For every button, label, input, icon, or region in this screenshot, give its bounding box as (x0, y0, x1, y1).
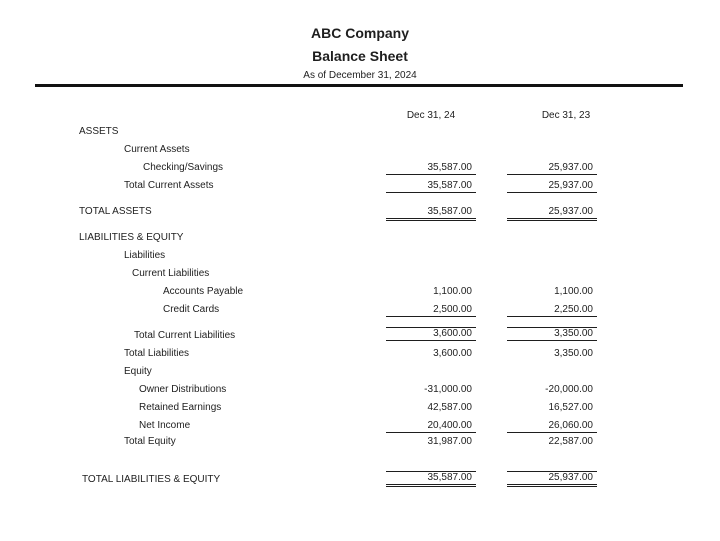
amount-total-equity-col2: 22,587.00 (548, 436, 593, 447)
row-label-total-current-liabilities: Total Current Liabilities (134, 330, 236, 341)
amount-owner-distributions-col1: -31,000.00 (424, 384, 472, 395)
header-divider (35, 84, 683, 87)
row-label-total-liabilities-and-equity: TOTAL LIABILITIES & EQUITY (82, 474, 221, 485)
row-label-assets: ASSETS (79, 126, 119, 137)
amount-total-liabilities-and-equity-col1: 35,587.00 (386, 471, 476, 487)
amount-total-current-liabilities-col1: 3,600.00 (386, 327, 476, 341)
column-header-prior: Dec 31, 23 (541, 110, 591, 121)
amount-total-current-liabilities-col2: 3,350.00 (507, 327, 597, 341)
row-label-liabilities-and-equity: LIABILITIES & EQUITY (79, 232, 184, 243)
amount-total-liabilities-col1: 3,600.00 (433, 348, 472, 359)
report-title: Balance Sheet (312, 48, 408, 64)
amount-retained-earnings-col2: 16,527.00 (548, 402, 593, 413)
amount-accounts-payable-col1: 1,100.00 (433, 286, 472, 297)
amount-retained-earnings-col1: 42,587.00 (427, 402, 472, 413)
row-label-current-liabilities: Current Liabilities (132, 268, 210, 279)
row-label-total-current-assets: Total Current Assets (124, 180, 214, 191)
amount-accounts-payable-col2: 1,100.00 (554, 286, 593, 297)
amount-total-assets-col1: 35,587.00 (386, 206, 476, 221)
amount-total-assets-col2: 25,937.00 (507, 206, 597, 221)
row-label-total-assets: TOTAL ASSETS (79, 206, 152, 217)
amount-credit-cards-col2: 2,250.00 (507, 304, 597, 317)
row-label-checking-savings: Checking/Savings (143, 162, 224, 173)
amount-total-liabilities-col2: 3,350.00 (554, 348, 593, 359)
row-label-retained-earnings: Retained Earnings (139, 402, 222, 413)
amount-total-equity-col1: 31,987.00 (427, 436, 472, 447)
amount-checking-savings-col1: 35,587.00 (386, 162, 476, 175)
amount-net-income-col1: 20,400.00 (386, 420, 476, 433)
amount-owner-distributions-col2: -20,000.00 (545, 384, 593, 395)
amount-credit-cards-col1: 2,500.00 (386, 304, 476, 317)
row-label-credit-cards: Credit Cards (163, 304, 220, 315)
row-label-net-income: Net Income (139, 420, 191, 431)
amount-total-current-assets-col2: 25,937.00 (507, 180, 597, 193)
amount-checking-savings-col2: 25,937.00 (507, 162, 597, 175)
company-name: ABC Company (310, 25, 409, 41)
row-label-total-liabilities: Total Liabilities (124, 348, 190, 359)
amount-total-liabilities-and-equity-col2: 25,937.00 (507, 471, 597, 487)
row-label-total-equity: Total Equity (124, 436, 176, 447)
row-label-equity: Equity (124, 366, 152, 377)
row-label-accounts-payable: Accounts Payable (163, 286, 244, 297)
report-date: As of December 31, 2024 (303, 70, 417, 81)
amount-total-current-assets-col1: 35,587.00 (386, 180, 476, 193)
row-label-liabilities: Liabilities (124, 250, 166, 261)
row-label-current-assets: Current Assets (124, 144, 190, 155)
row-label-owner-distributions: Owner Distributions (139, 384, 227, 395)
column-header-current: Dec 31, 24 (406, 110, 456, 121)
amount-net-income-col2: 26,060.00 (507, 420, 597, 433)
